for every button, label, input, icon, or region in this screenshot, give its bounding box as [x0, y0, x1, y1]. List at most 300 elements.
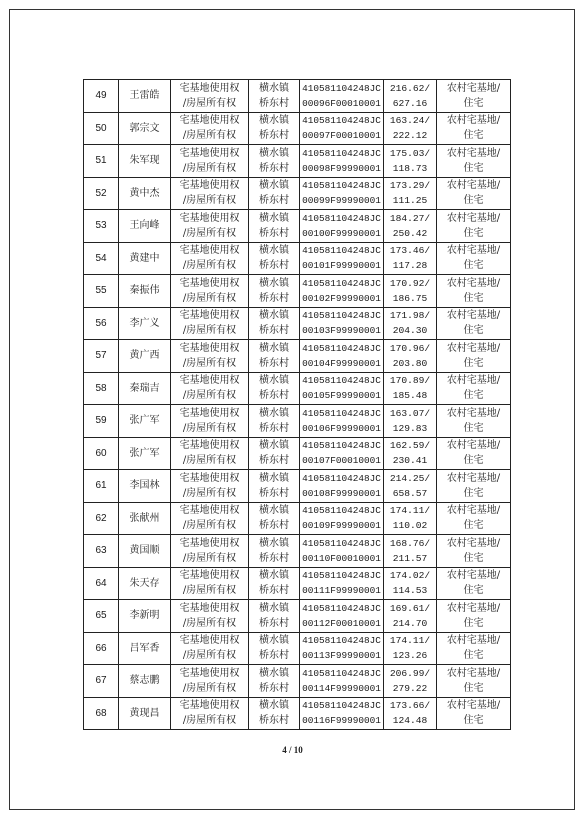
location-line: 横水镇: [259, 180, 289, 192]
row-number-cell: 62: [84, 502, 119, 535]
location-line: 横水镇: [259, 505, 289, 517]
area-line: 658.57: [392, 487, 428, 499]
location-cell: [249, 437, 300, 470]
owner-name-cell: 黄广西: [119, 340, 171, 373]
land-use-cell: [437, 275, 511, 308]
area-cell: [384, 210, 437, 243]
property-code-line: 410581104248JC: [302, 440, 381, 452]
area-line: 222.12: [392, 130, 428, 142]
property-code-line: 00101F99990001: [302, 260, 381, 272]
land-use-line: 住宅: [463, 520, 484, 532]
property-code-line: 410581104248JC: [302, 537, 381, 549]
property-code-cell: [300, 470, 384, 503]
land-use-line: 住宅: [463, 162, 484, 174]
row-number-cell: 60: [84, 437, 119, 470]
location-line: 桥东村: [259, 552, 289, 564]
right-type-cell: [171, 697, 249, 730]
property-code-line: 00110F00010001: [302, 552, 381, 564]
land-use-cell: [437, 535, 511, 568]
location-line: 横水镇: [259, 635, 289, 647]
area-line: 185.48: [392, 390, 428, 402]
area-cell: [384, 112, 437, 145]
table-row: [84, 567, 511, 600]
area-line: 170.92/: [389, 277, 431, 289]
land-use-cell: [437, 697, 511, 730]
area-line: 173.29/: [389, 180, 431, 192]
land-use-cell: [437, 80, 511, 113]
area-cell: [384, 600, 437, 633]
property-code-line: 410581104248JC: [302, 245, 381, 257]
right-type-line: /房屋所有权: [182, 130, 237, 142]
area-line: 186.75: [392, 292, 428, 304]
owner-name-cell: 李新明: [119, 600, 171, 633]
location-line: 桥东村: [259, 195, 289, 207]
location-line: 横水镇: [259, 310, 289, 322]
land-use-line: 农村宅基地/: [446, 342, 501, 354]
owner-name-cell: 秦瑞吉: [119, 372, 171, 405]
property-code-line: 410581104248JC: [302, 667, 381, 679]
land-use-line: 农村宅基地/: [446, 570, 501, 582]
right-type-line: /房屋所有权: [182, 617, 237, 629]
land-use-cell: [437, 177, 511, 210]
right-type-line: /房屋所有权: [182, 682, 237, 694]
land-use-line: 农村宅基地/: [446, 147, 501, 159]
property-code-line: 00116F99990001: [302, 715, 381, 727]
property-code-line: 410581104248JC: [302, 310, 381, 322]
area-line: 203.80: [392, 357, 428, 369]
property-code-line: 00112F00010001: [302, 617, 381, 629]
table-row: [84, 697, 511, 730]
right-type-line: /房屋所有权: [182, 292, 237, 304]
right-type-line: 宅基地使用权: [179, 245, 240, 257]
area-cell: [384, 470, 437, 503]
land-use-cell: [437, 502, 511, 535]
right-type-cell: [171, 210, 249, 243]
table-row: [84, 632, 511, 665]
table-row: [84, 340, 511, 373]
location-line: 桥东村: [259, 422, 289, 434]
table-row: [84, 405, 511, 438]
property-code-line: 00099F99990001: [302, 195, 381, 207]
right-type-line: /房屋所有权: [182, 585, 237, 597]
owner-name-cell: 朱天存: [119, 567, 171, 600]
property-code-line: 00108F99990001: [302, 487, 381, 499]
location-cell: [249, 697, 300, 730]
property-code-line: 410581104248JC: [302, 115, 381, 127]
area-line: 214.70: [392, 617, 428, 629]
location-cell: [249, 470, 300, 503]
location-line: 横水镇: [259, 570, 289, 582]
right-type-line: 宅基地使用权: [179, 635, 240, 647]
owner-name-cell: 张献州: [119, 502, 171, 535]
records-table: [83, 79, 511, 730]
land-use-line: 农村宅基地/: [446, 310, 501, 322]
area-cell: [384, 632, 437, 665]
table-row: [84, 210, 511, 243]
right-type-line: /房屋所有权: [182, 357, 237, 369]
property-code-line: 00105F99990001: [302, 390, 381, 402]
location-line: 桥东村: [259, 260, 289, 272]
owner-name-cell: 王向峰: [119, 210, 171, 243]
area-cell: [384, 665, 437, 698]
row-number-cell: 57: [84, 340, 119, 373]
location-line: 桥东村: [259, 390, 289, 402]
table-row: [84, 145, 511, 178]
area-line: 129.83: [392, 422, 428, 434]
area-line: 123.26: [392, 650, 428, 662]
property-code-cell: [300, 307, 384, 340]
property-code-cell: [300, 145, 384, 178]
land-use-line: 住宅: [463, 130, 484, 142]
page-number: 4 / 10: [282, 745, 303, 755]
property-code-line: 410581104248JC: [302, 700, 381, 712]
area-line: 118.73: [392, 162, 428, 174]
row-number-cell: 65: [84, 600, 119, 633]
land-use-line: 住宅: [463, 325, 484, 337]
area-line: 114.53: [392, 585, 428, 597]
table-row: [84, 242, 511, 275]
land-use-line: 住宅: [463, 357, 484, 369]
row-number-cell: 54: [84, 242, 119, 275]
table-row: [84, 372, 511, 405]
property-code-cell: [300, 535, 384, 568]
area-line: 173.66/: [389, 700, 431, 712]
area-line: 163.07/: [389, 407, 431, 419]
location-line: 桥东村: [259, 97, 289, 109]
row-number-cell: 59: [84, 405, 119, 438]
owner-name-cell: 蔡志鹏: [119, 665, 171, 698]
property-code-cell: [300, 372, 384, 405]
right-type-line: /房屋所有权: [182, 520, 237, 532]
property-code-line: 00111F99990001: [302, 585, 381, 597]
location-cell: [249, 535, 300, 568]
land-use-cell: [437, 567, 511, 600]
location-line: 桥东村: [259, 162, 289, 174]
land-use-line: 农村宅基地/: [446, 375, 501, 387]
land-use-line: 农村宅基地/: [446, 602, 501, 614]
property-code-line: 00102F99990001: [302, 292, 381, 304]
property-code-cell: [300, 80, 384, 113]
location-cell: [249, 177, 300, 210]
right-type-line: 宅基地使用权: [179, 180, 240, 192]
right-type-line: 宅基地使用权: [179, 440, 240, 452]
area-line: 206.99/: [389, 667, 431, 679]
area-line: 169.61/: [389, 602, 431, 614]
right-type-cell: [171, 405, 249, 438]
location-line: 桥东村: [259, 357, 289, 369]
right-type-cell: [171, 242, 249, 275]
location-line: 横水镇: [259, 115, 289, 127]
land-use-line: 农村宅基地/: [446, 537, 501, 549]
owner-name-cell: 黄建中: [119, 242, 171, 275]
property-code-line: 00106F99990001: [302, 422, 381, 434]
location-line: 横水镇: [259, 277, 289, 289]
right-type-line: 宅基地使用权: [179, 602, 240, 614]
location-cell: [249, 275, 300, 308]
location-line: 桥东村: [259, 617, 289, 629]
land-use-cell: [437, 307, 511, 340]
right-type-cell: [171, 275, 249, 308]
property-code-line: 00113F99990001: [302, 650, 381, 662]
location-line: 横水镇: [259, 407, 289, 419]
land-use-cell: [437, 242, 511, 275]
location-cell: [249, 145, 300, 178]
land-use-line: 住宅: [463, 455, 484, 467]
location-line: 横水镇: [259, 602, 289, 614]
table-row: [84, 112, 511, 145]
right-type-cell: [171, 177, 249, 210]
land-use-line: 农村宅基地/: [446, 245, 501, 257]
row-number-cell: 66: [84, 632, 119, 665]
property-code-cell: [300, 340, 384, 373]
right-type-cell: [171, 502, 249, 535]
property-code-cell: [300, 697, 384, 730]
land-use-line: 农村宅基地/: [446, 82, 501, 94]
area-line: 163.24/: [389, 115, 431, 127]
area-cell: [384, 437, 437, 470]
location-line: 横水镇: [259, 147, 289, 159]
property-code-line: 410581104248JC: [302, 472, 381, 484]
area-line: 110.02: [392, 520, 428, 532]
property-code-line: 410581104248JC: [302, 180, 381, 192]
property-code-line: 410581104248JC: [302, 82, 381, 94]
property-code-cell: [300, 275, 384, 308]
row-number-cell: 58: [84, 372, 119, 405]
right-type-line: /房屋所有权: [182, 715, 237, 727]
location-cell: [249, 665, 300, 698]
area-line: 117.28: [392, 260, 428, 272]
location-line: 横水镇: [259, 375, 289, 387]
property-code-cell: [300, 567, 384, 600]
property-code-line: 00114F99990001: [302, 682, 381, 694]
land-use-line: 农村宅基地/: [446, 277, 501, 289]
area-line: 174.02/: [389, 570, 431, 582]
right-type-line: 宅基地使用权: [179, 147, 240, 159]
land-use-line: 住宅: [463, 227, 484, 239]
right-type-line: 宅基地使用权: [179, 342, 240, 354]
right-type-line: /房屋所有权: [182, 227, 237, 239]
right-type-cell: [171, 112, 249, 145]
location-line: 横水镇: [259, 440, 289, 452]
property-code-line: 410581104248JC: [302, 602, 381, 614]
area-line: 124.48: [392, 715, 428, 727]
area-line: 627.16: [392, 97, 428, 109]
right-type-line: 宅基地使用权: [179, 277, 240, 289]
location-cell: [249, 567, 300, 600]
location-cell: [249, 112, 300, 145]
land-use-cell: [437, 372, 511, 405]
land-use-line: 住宅: [463, 97, 484, 109]
location-line: 横水镇: [259, 537, 289, 549]
owner-name-cell: 张广军: [119, 405, 171, 438]
land-use-line: 农村宅基地/: [446, 472, 501, 484]
land-use-cell: [437, 340, 511, 373]
area-cell: [384, 275, 437, 308]
owner-name-cell: 郭宗文: [119, 112, 171, 145]
land-use-cell: [437, 112, 511, 145]
right-type-cell: [171, 665, 249, 698]
table-row: [84, 665, 511, 698]
right-type-line: 宅基地使用权: [179, 472, 240, 484]
row-number-cell: 49: [84, 80, 119, 113]
property-code-line: 410581104248JC: [302, 212, 381, 224]
land-use-line: 住宅: [463, 292, 484, 304]
property-code-line: 410581104248JC: [302, 505, 381, 517]
property-code-line: 410581104248JC: [302, 342, 381, 354]
location-line: 横水镇: [259, 700, 289, 712]
row-number-cell: 52: [84, 177, 119, 210]
location-line: 桥东村: [259, 585, 289, 597]
land-use-line: 住宅: [463, 585, 484, 597]
location-line: 桥东村: [259, 455, 289, 467]
area-line: 204.30: [392, 325, 428, 337]
land-use-line: 农村宅基地/: [446, 212, 501, 224]
right-type-line: /房屋所有权: [182, 390, 237, 402]
table-row: [84, 307, 511, 340]
row-number-cell: 50: [84, 112, 119, 145]
location-line: 横水镇: [259, 472, 289, 484]
location-line: 横水镇: [259, 667, 289, 679]
land-use-line: 住宅: [463, 682, 484, 694]
land-use-line: 住宅: [463, 422, 484, 434]
owner-name-cell: 黄现昌: [119, 697, 171, 730]
area-line: 175.03/: [389, 147, 431, 159]
location-cell: [249, 80, 300, 113]
land-use-line: 住宅: [463, 195, 484, 207]
land-use-line: 农村宅基地/: [446, 505, 501, 517]
location-cell: [249, 632, 300, 665]
row-number-cell: 64: [84, 567, 119, 600]
land-use-line: 住宅: [463, 487, 484, 499]
right-type-line: 宅基地使用权: [179, 667, 240, 679]
table-row: [84, 275, 511, 308]
property-code-line: 00104F99990001: [302, 357, 381, 369]
land-use-line: 农村宅基地/: [446, 667, 501, 679]
right-type-cell: [171, 470, 249, 503]
right-type-cell: [171, 80, 249, 113]
location-line: 横水镇: [259, 342, 289, 354]
location-cell: [249, 502, 300, 535]
land-use-line: 农村宅基地/: [446, 180, 501, 192]
row-number-cell: 61: [84, 470, 119, 503]
right-type-line: /房屋所有权: [182, 260, 237, 272]
land-use-cell: [437, 145, 511, 178]
area-cell: [384, 80, 437, 113]
owner-name-cell: 朱军现: [119, 145, 171, 178]
right-type-line: 宅基地使用权: [179, 700, 240, 712]
land-use-line: 农村宅基地/: [446, 635, 501, 647]
right-type-cell: [171, 145, 249, 178]
right-type-cell: [171, 437, 249, 470]
property-code-cell: [300, 632, 384, 665]
location-cell: [249, 372, 300, 405]
table-row: [84, 437, 511, 470]
row-number-cell: 63: [84, 535, 119, 568]
area-cell: [384, 567, 437, 600]
property-code-line: 410581104248JC: [302, 407, 381, 419]
land-use-cell: [437, 632, 511, 665]
owner-name-cell: 黄国顺: [119, 535, 171, 568]
table-row: [84, 502, 511, 535]
right-type-cell: [171, 535, 249, 568]
area-line: 171.98/: [389, 310, 431, 322]
property-code-line: 410581104248JC: [302, 375, 381, 387]
area-cell: [384, 340, 437, 373]
right-type-cell: [171, 307, 249, 340]
land-use-cell: [437, 600, 511, 633]
owner-name-cell: 秦振伟: [119, 275, 171, 308]
area-line: 170.89/: [389, 375, 431, 387]
row-number-cell: 53: [84, 210, 119, 243]
right-type-line: 宅基地使用权: [179, 82, 240, 94]
land-use-line: 农村宅基地/: [446, 407, 501, 419]
right-type-line: 宅基地使用权: [179, 570, 240, 582]
area-line: 230.41: [392, 455, 428, 467]
area-cell: [384, 697, 437, 730]
land-use-line: 住宅: [463, 390, 484, 402]
area-line: 111.25: [392, 195, 428, 207]
right-type-line: /房屋所有权: [182, 195, 237, 207]
land-use-cell: [437, 437, 511, 470]
right-type-cell: [171, 632, 249, 665]
right-type-cell: [171, 600, 249, 633]
location-line: 桥东村: [259, 715, 289, 727]
property-code-cell: [300, 437, 384, 470]
owner-name-cell: 吕军香: [119, 632, 171, 665]
row-number-cell: 68: [84, 697, 119, 730]
owner-name-cell: 黄中杰: [119, 177, 171, 210]
property-code-line: 410581104248JC: [302, 277, 381, 289]
location-cell: [249, 210, 300, 243]
land-use-line: 农村宅基地/: [446, 700, 501, 712]
area-line: 250.42: [392, 227, 428, 239]
owner-name-cell: 张广军: [119, 437, 171, 470]
table-row: [84, 177, 511, 210]
area-line: 214.25/: [389, 472, 431, 484]
area-cell: [384, 405, 437, 438]
area-line: 168.76/: [389, 537, 431, 549]
area-cell: [384, 372, 437, 405]
property-code-cell: [300, 502, 384, 535]
land-use-cell: [437, 665, 511, 698]
property-code-cell: [300, 210, 384, 243]
right-type-line: 宅基地使用权: [179, 212, 240, 224]
location-cell: [249, 242, 300, 275]
property-code-cell: [300, 600, 384, 633]
right-type-line: 宅基地使用权: [179, 310, 240, 322]
property-code-line: 00096F00010001: [302, 97, 381, 109]
right-type-line: /房屋所有权: [182, 162, 237, 174]
land-use-cell: [437, 210, 511, 243]
location-line: 桥东村: [259, 325, 289, 337]
land-use-line: 农村宅基地/: [446, 440, 501, 452]
property-code-line: 410581104248JC: [302, 635, 381, 647]
location-line: 横水镇: [259, 82, 289, 94]
area-line: 279.22: [392, 682, 428, 694]
property-code-cell: [300, 112, 384, 145]
right-type-line: /房屋所有权: [182, 552, 237, 564]
area-line: 216.62/: [389, 82, 431, 94]
area-cell: [384, 177, 437, 210]
location-cell: [249, 600, 300, 633]
land-use-line: 住宅: [463, 552, 484, 564]
property-code-cell: [300, 242, 384, 275]
right-type-cell: [171, 372, 249, 405]
land-use-cell: [437, 470, 511, 503]
location-line: 桥东村: [259, 682, 289, 694]
property-code-line: 00097F00010001: [302, 130, 381, 142]
land-use-cell: [437, 405, 511, 438]
